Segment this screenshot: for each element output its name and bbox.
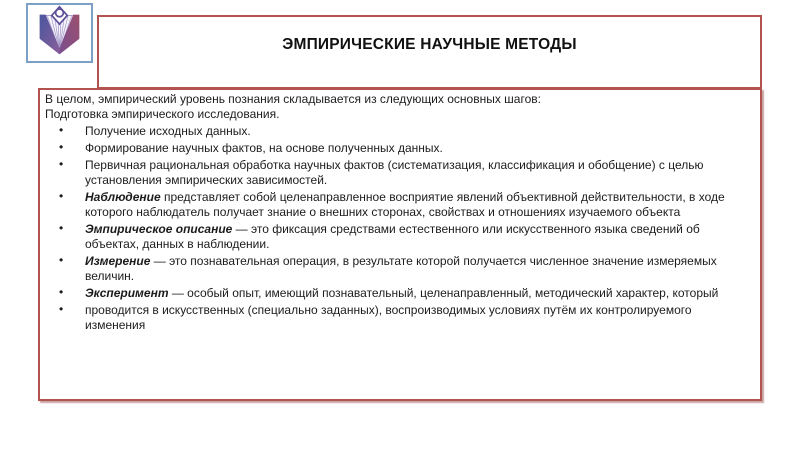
bullet-item — [45, 158, 750, 189]
title-box — [97, 15, 762, 89]
bullet-term: Эмпирическое описание — [85, 221, 233, 236]
bullet-text: представляет собой целенаправленное восприятие явлений объективной действительности, в ходе которого наблюдатель получает знание о внешних сторонах, свойствах и отношениях изучаемого объекта — [85, 189, 725, 220]
content-box — [38, 88, 762, 401]
bullet-item — [45, 254, 750, 285]
bullet-text: Формирование научных фактов, на основе полученных данных. — [85, 140, 443, 155]
bullet-marker-icon: • — [59, 220, 64, 235]
bullet-marker-icon: • — [59, 285, 64, 300]
intro-line-2: Подготовка эмпирического исследования. — [45, 107, 280, 122]
bullet-marker-icon: • — [59, 139, 64, 154]
bullet-item — [45, 190, 750, 221]
bullet-item — [45, 303, 750, 334]
open-book-emblem-icon — [31, 5, 88, 62]
bullet-text: Первичная рациональная обработка научных фактов (систематизация, классификация и обобщение) с целью установления эмпирических зависимостей. — [85, 157, 704, 187]
logo-box — [26, 3, 93, 63]
bullet-item — [45, 286, 750, 301]
intro-line-1: В целом, эмпирический уровень познания складывается из следующих основных шагов: — [45, 92, 541, 106]
bullet-item — [45, 124, 750, 139]
bullet-marker-icon: • — [59, 301, 64, 316]
bullet-marker-icon: • — [59, 252, 64, 267]
bullet-text: — это познавательная операция, в результате которой получается численное значение измеряемых величин. — [85, 253, 717, 284]
bullet-term: Эксперимент — [85, 286, 169, 301]
bullet-item — [45, 222, 750, 253]
bullet-term: Наблюдение — [85, 189, 161, 204]
bullet-list — [45, 124, 750, 333]
slide-title: ЭМПИРИЧЕСКИЕ НАУЧНЫЕ МЕТОДЫ — [282, 36, 577, 53]
bullet-item — [45, 141, 750, 156]
bullet-text: проводится в искусственных (специально заданных), воспроизводимых условиях путём их контролируемого изменения — [85, 302, 692, 333]
bullet-text: — это фиксация средствами естественного или искусственного языка сведений об объектах, данных в наблюдении. — [85, 221, 700, 252]
bullet-marker-icon: • — [59, 188, 64, 203]
bullet-marker-icon: • — [59, 156, 64, 171]
bullet-text: — особый опыт, имеющий познавательный, целенаправленный, методический характер, который — [168, 286, 719, 301]
bullet-term: Измерение — [85, 253, 151, 268]
bullet-text: Получение исходных данных. — [85, 124, 251, 139]
bullet-marker-icon: • — [59, 123, 64, 138]
